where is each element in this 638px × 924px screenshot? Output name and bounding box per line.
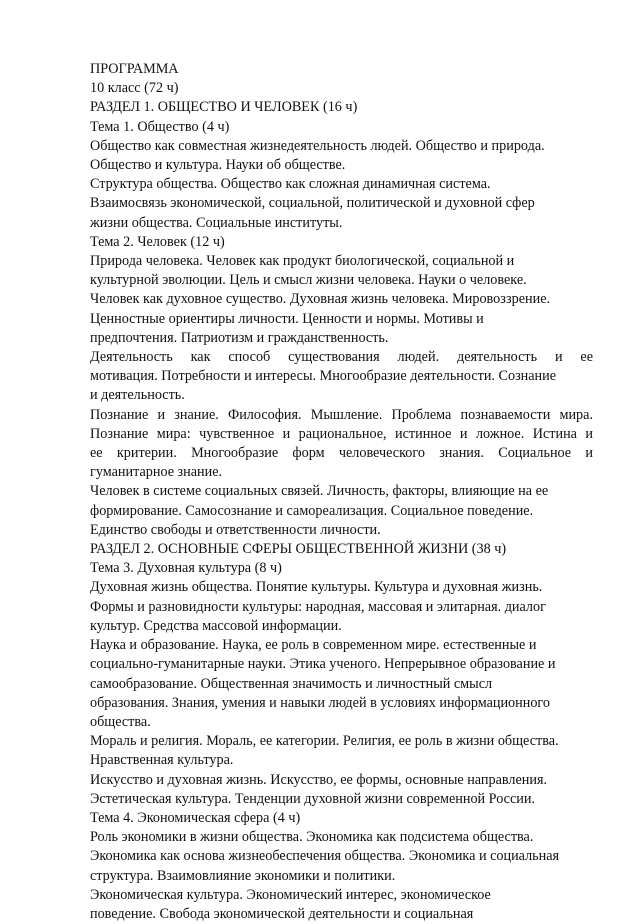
text-line: предпочтения. Патриотизм и гражданственность. bbox=[90, 329, 389, 346]
text-line: и деятельность. bbox=[90, 387, 185, 404]
text-line: культур. Средства массовой информации. bbox=[90, 617, 342, 634]
text-line: Тема 1. Общество (4 ч) bbox=[90, 118, 230, 135]
text-line: Наука и образование. Наука, ее роль в современном мире. естественные и bbox=[90, 637, 537, 654]
text-line: образования. Знания, умения и навыки людей в условиях информационного bbox=[90, 694, 550, 711]
text-line: поведение. Свобода экономической деятельности и социальная bbox=[90, 905, 474, 922]
text-line: Общество как совместная жизнедеятельность людей. Общество и природа. bbox=[90, 137, 545, 154]
text-line: общества. bbox=[90, 713, 151, 730]
text-line: ПРОГРАММА bbox=[90, 61, 179, 77]
text-line: Тема 3. Духовная культура (8 ч) bbox=[90, 560, 282, 577]
text-line: Познание и знание. Философия. Мышление. Проблема познаваемости мира. bbox=[90, 406, 593, 423]
text-line: Тема 2. Человек (12 ч) bbox=[90, 233, 225, 250]
text-line: Эстетическая культура. Тенденции духовной жизни современной России. bbox=[90, 790, 535, 807]
text-line: Общество и культура. Науки об обществе. bbox=[90, 157, 346, 174]
text-line: Искусство и духовная жизнь. Искусство, ее формы, основные направления. bbox=[90, 771, 548, 788]
text-line: Природа человека. Человек как продукт биологической, социальной и bbox=[90, 253, 515, 270]
text-line: самообразование. Общественная значимость и личностный смысл bbox=[90, 675, 493, 692]
text-line: Формы и разновидности культуры: народная, массовая и элитарная. диалог bbox=[90, 598, 546, 615]
text-line: мотивация. Потребности и интересы. Многообразие деятельности. Сознание bbox=[90, 368, 557, 385]
text-line: гуманитарное знание. bbox=[90, 464, 223, 481]
text-line: культурной эволюции. Цель и смысл жизни человека. Науки о человеке. bbox=[90, 272, 527, 289]
text-line: 10 класс (72 ч) bbox=[90, 80, 179, 97]
text-line: Ценностные ориентиры личности. Ценности и нормы. Мотивы и bbox=[90, 310, 484, 327]
text-line: Познание мира: чувственное и рациональное, истинное и ложное. Истина и bbox=[90, 425, 593, 442]
text-line: Тема 4. Экономическая сфера (4 ч) bbox=[90, 809, 301, 826]
text-line: ее критерии. Многообразие форм человеческого знания. Социальное и bbox=[90, 445, 593, 462]
text-line: структура. Взаимовлияние экономики и политики. bbox=[90, 867, 396, 884]
text-line: Роль экономики в жизни общества. Экономика как подсистема общества. bbox=[90, 829, 534, 846]
text-line: Экономическая культура. Экономический интерес, экономическое bbox=[90, 886, 491, 903]
text-line: жизни общества. Социальные институты. bbox=[90, 214, 343, 231]
text-line: Человек как духовное существо. Духовная жизнь человека. Мировоззрение. bbox=[90, 291, 551, 308]
text-line: формирование. Самосознание и самореализация. Социальное поведение. bbox=[90, 502, 534, 519]
text-line: Мораль и религия. Мораль, ее категории. Религия, ее роль в жизни общества. bbox=[90, 733, 559, 750]
text-line: Структура общества. Общество как сложная динамичная система. bbox=[90, 176, 491, 193]
text-line: Единство свободы и ответственности личности. bbox=[90, 521, 381, 538]
text-line: социально-гуманитарные науки. Этика ученого. Непрерывное образование и bbox=[90, 656, 556, 673]
text-line: Деятельность как способ существования людей. деятельность и ее bbox=[90, 349, 593, 366]
document-page bbox=[90, 60, 593, 924]
text-line: Взаимосвязь экономической, социальной, политической и духовной сфер bbox=[90, 195, 535, 212]
text-line: РАЗДЕЛ 1. ОБЩЕСТВО И ЧЕЛОВЕК (16 ч) bbox=[90, 99, 358, 116]
text-line: Духовная жизнь общества. Понятие культуры. Культура и духовная жизнь. bbox=[90, 579, 543, 596]
text-line: Человек в системе социальных связей. Личность, факторы, влияющие на ее bbox=[90, 483, 549, 500]
text-line: Нравственная культура. bbox=[90, 752, 234, 769]
text-line: РАЗДЕЛ 2. ОСНОВНЫЕ СФЕРЫ ОБЩЕСТВЕННОЙ ЖИЗНИ (38 ч) bbox=[90, 541, 507, 558]
text-line: Экономика как основа жизнеобеспечения общества. Экономика и социальная bbox=[90, 848, 560, 865]
